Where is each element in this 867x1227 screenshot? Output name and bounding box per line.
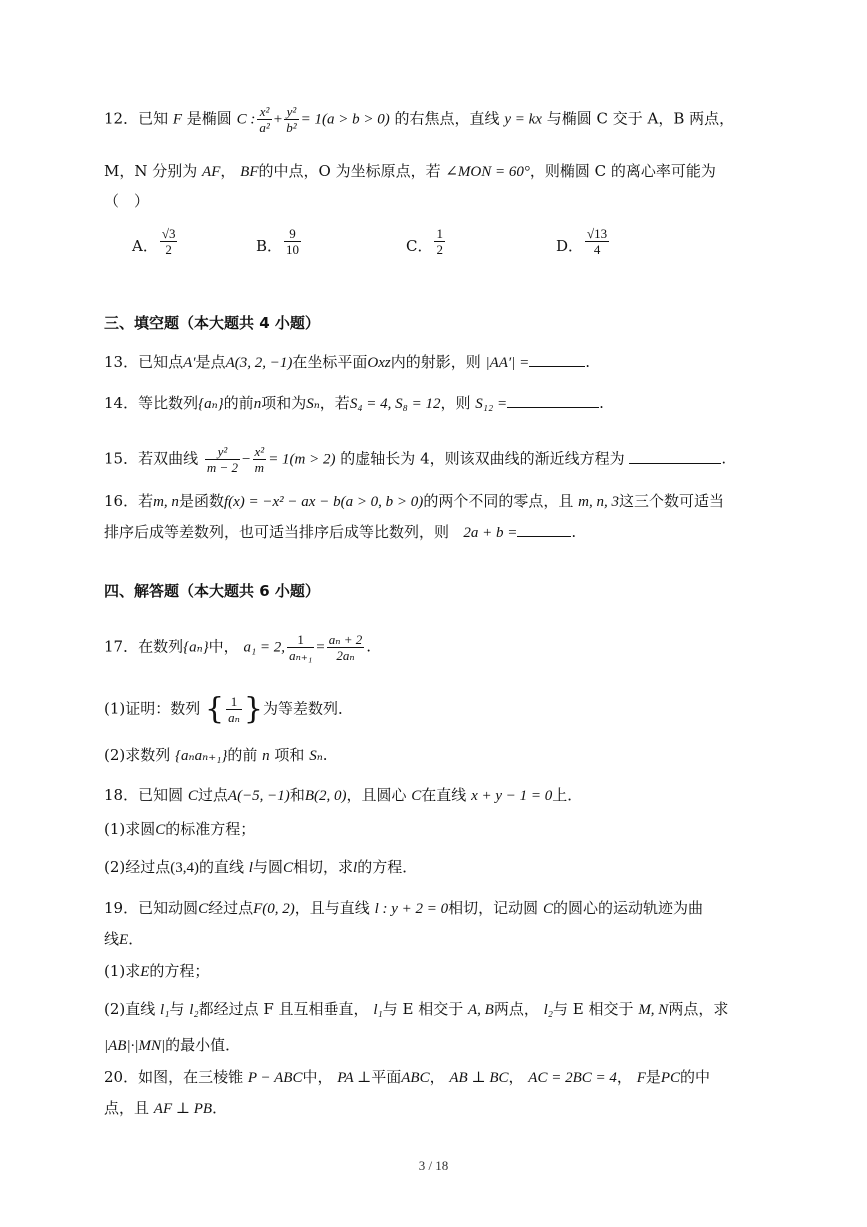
q13-text: 在坐标平面 — [292, 353, 368, 371]
math-line: y = kx — [504, 111, 542, 128]
q20-line-1 — [104, 1066, 710, 1089]
q17-text: (1)证明：数列 — [104, 699, 201, 718]
math-C: C — [542, 901, 553, 917]
math-BF: BF — [240, 164, 259, 180]
math-MN: M, N — [638, 1002, 669, 1018]
q12-text: 12．已知 — [104, 109, 173, 128]
math-Sn: Sₙ — [306, 396, 320, 412]
q19-text: 都经过点 F 且互相垂直， — [198, 1000, 369, 1018]
q12-text: 是椭圆 — [182, 109, 232, 128]
ellipse-label: C : — [236, 111, 256, 128]
math-C: C — [155, 822, 166, 838]
q13-text: 内的射影，则 — [390, 353, 481, 371]
q12-line-1: 12．已知 F 是椭圆 C : $\frac{\text{x²}}{\text{a²}}$ + $\frac{\text{y²}}{\text{b²}}$ = 1(a > b > 0) 的右焦点，直线 y = kx 与椭圆 C 交于 A，B 两点， — [104, 104, 735, 135]
q17-frac-1: $\frac{1}{\text{aₙ₊₁}}$ — [289, 632, 313, 663]
q12-text: M，N 分别为 — [104, 162, 198, 180]
q16-text: 的两个不同的零点，且 — [423, 492, 574, 510]
q20-text: 点，且 — [104, 1099, 150, 1117]
math-n: n — [253, 396, 262, 412]
q14-text: . — [599, 394, 604, 412]
q19-text: (1)求 — [104, 962, 141, 980]
q14-text: ，若 — [319, 394, 350, 412]
q19-text: 相切，记动圆 — [448, 899, 539, 917]
q17-part-1 — [104, 691, 354, 727]
option-value: $\frac{1}{2}$ — [436, 226, 443, 257]
math-point: A(3, 2, −1) — [225, 355, 293, 371]
q16-line-1 — [104, 490, 724, 513]
math-PA: PA ⊥ — [337, 1070, 372, 1086]
q15-text: 的虚轴长为 4，则该双曲线的渐近线方程为 — [340, 449, 625, 468]
q19-text: 的最小值． — [165, 1036, 241, 1054]
hyperbola-frac-x: $\frac{\text{x²}}{m}$ — [254, 444, 265, 475]
q17-text: 中， — [208, 637, 239, 656]
option-b — [256, 226, 303, 257]
math-expr: |AA′| = — [485, 355, 530, 371]
math-cond: S₄ = 4, S₈ = 12 — [349, 396, 441, 412]
answer-blank[interactable] — [629, 449, 721, 464]
q19-text: ，且与直线 — [294, 899, 370, 917]
q19-line-2 — [104, 928, 143, 951]
answer-blank[interactable] — [507, 393, 599, 408]
q13-text: 是点 — [195, 353, 226, 371]
math-AF: AF ⊥ PB — [153, 1101, 213, 1117]
answer-blank[interactable] — [529, 352, 585, 367]
option-value: $\frac{√3}{2}$ — [161, 226, 176, 257]
math-S12: S₁₂ = — [475, 396, 508, 412]
math-F: F — [636, 1070, 646, 1086]
math-seq: {aₙaₙ₊₁} — [175, 748, 228, 764]
q13-text: . — [585, 353, 590, 371]
math-A: A(−5, −1) — [227, 788, 290, 804]
math-line: l : y + 2 = 0 — [374, 901, 449, 917]
q14 — [104, 392, 604, 415]
q18-text: 上． — [552, 786, 583, 804]
math-PC: PC — [660, 1070, 681, 1086]
q18-text: 的标准方程； — [165, 820, 256, 838]
answer-blank[interactable] — [517, 522, 571, 537]
math-l: l — [248, 860, 253, 876]
option-value: $\frac{9}{10}$ — [286, 226, 300, 257]
q12-text: ，则椭圆 C 的离心率可能为 — [529, 162, 716, 180]
q17-text: 为等差数列． — [263, 699, 354, 718]
math-l1: l₁ — [373, 1002, 383, 1018]
math-l1: l₁ — [160, 1002, 170, 1018]
q20-text: 是 — [645, 1068, 661, 1086]
section-4-heading: 四、解答题（本大题共 6 小题） — [104, 582, 320, 600]
q17-text: (2)求数列 — [104, 746, 171, 764]
q18-part-2 — [104, 856, 417, 879]
q17-recip-frac: $\frac{1}{\text{aₙ}}$ — [228, 694, 240, 725]
math-pyramid: P − ABC — [247, 1070, 303, 1086]
math-n: n — [262, 748, 270, 764]
q12-text: 的中点，O 为坐标原点，若 — [258, 162, 441, 180]
math-plane: Oxz — [367, 355, 391, 371]
ellipse-frac-x: $\frac{\text{x²}}{\text{a²}}$ — [259, 104, 270, 135]
option-label: C． — [406, 237, 433, 255]
q18-text: 18．已知圆 — [104, 786, 184, 804]
q15-text: 15．若双曲线 — [104, 449, 199, 468]
q19-text: 19．已知动圆 — [104, 899, 199, 917]
q18-text: (1)求圆 — [104, 820, 156, 838]
q18-text: 在直线 — [421, 786, 467, 804]
q20-text: ， — [616, 1068, 632, 1086]
q19-text: 线 — [104, 930, 120, 948]
q20-line-2 — [104, 1097, 227, 1120]
math-seq: {aₙ} — [183, 639, 209, 656]
math-l2: l₂ — [189, 1002, 199, 1018]
math-E: E — [140, 964, 150, 980]
math-angle: ∠MON = 60° — [445, 164, 530, 180]
math-C: C — [411, 788, 422, 804]
q18-text: 的方程． — [357, 858, 418, 876]
q17-frac-2: $\frac{\text{aₙ + 2}}{\text{2aₙ}}$ — [328, 632, 363, 663]
option-label: A． — [132, 237, 158, 255]
hyperbola-rhs: = 1(m > 2) — [268, 451, 336, 468]
q12-text: ， — [220, 162, 236, 180]
math-function: f(x) = −x² − ax − b(a > 0, b > 0) — [223, 494, 424, 510]
q19-text: 两点， — [493, 1000, 539, 1018]
left-brace: { — [205, 691, 225, 727]
q19-text: 的圆心的运动轨迹为曲 — [552, 899, 703, 917]
q19-text: 的方程； — [149, 962, 210, 980]
q17-text: 项和 — [274, 746, 305, 764]
math-Sn: Sₙ — [309, 748, 323, 764]
section-3-heading: 三、填空题（本大题共 4 小题） — [104, 314, 320, 332]
math-l: l — [353, 860, 358, 876]
math-eq: = — [316, 639, 325, 656]
math-AC: AC = 2BC = 4 — [528, 1070, 617, 1086]
q20-text: ， — [429, 1068, 445, 1086]
option-label: B． — [256, 237, 283, 255]
q19-text: 与 E 相交于 — [382, 1000, 464, 1018]
q14-text: 的前 — [223, 394, 254, 412]
option-a — [132, 226, 179, 257]
math-AB: A, B — [468, 1002, 494, 1018]
q19-text: 经过点 — [208, 899, 254, 917]
q18-text: ，且圆心 — [346, 786, 407, 804]
q18-text: (2)经过点 — [104, 858, 171, 876]
math-mn3: m, n, 3 — [578, 494, 619, 510]
math-seq: {aₙ} — [198, 396, 224, 412]
q17-text: 17．在数列 — [104, 637, 184, 656]
q16-text: . — [571, 523, 577, 541]
q20-text: 平面 — [371, 1068, 402, 1086]
math-ABC: ABC — [401, 1070, 430, 1086]
math-F: F(0, 2) — [253, 901, 295, 917]
q20-text: ． — [212, 1099, 228, 1117]
math-expr: 2a + b = — [463, 525, 518, 541]
math-expr: |AB|·|MN| — [104, 1038, 166, 1054]
q17 — [104, 632, 371, 663]
q17-text: 的前 — [227, 746, 258, 764]
q16-text: 这三个数可适当 — [618, 492, 724, 510]
q20-text: 20．如图，在三棱锥 — [104, 1068, 244, 1086]
math-C: C — [282, 860, 293, 876]
q17-part-2 — [104, 744, 328, 767]
option-label: D． — [556, 237, 584, 255]
q16-text: 是函数 — [178, 492, 224, 510]
page-number: 3 / 18 — [418, 1158, 449, 1173]
math-E: E — [119, 932, 129, 948]
q16-text: 16．若 — [104, 492, 154, 510]
math-AB: AB ⊥ BC — [449, 1070, 509, 1086]
option-d — [556, 226, 611, 257]
math-Ap: A′ — [183, 355, 196, 371]
q19-text: 与 — [169, 1000, 185, 1018]
q12-text: 与椭圆 C 交于 A，B 两点， — [546, 109, 735, 128]
math-l2: l₂ — [543, 1002, 554, 1018]
q18-text: 和 — [289, 786, 305, 804]
q14-text: 项和为 — [261, 394, 307, 412]
ellipse-rhs: = 1(a > b > 0) — [300, 111, 390, 128]
q16-line-2 — [104, 521, 576, 544]
ellipse-frac-y: $\frac{\text{y²}}{\text{b²}}$ — [286, 104, 297, 135]
hyperbola-frac-y: $\frac{\text{y²}}{m - 2}$ — [206, 444, 239, 475]
math-B: B(2, 0) — [304, 788, 347, 804]
math-C: C — [198, 901, 209, 917]
option-c — [406, 226, 447, 257]
q18-text: 过点 — [197, 786, 228, 804]
q17-text: . — [366, 637, 372, 656]
math-mn: m, n — [153, 494, 179, 510]
math-given: a₁ = 2, — [243, 639, 286, 656]
q12-line-2 — [104, 160, 716, 183]
right-brace: } — [243, 691, 263, 727]
q12-text: 的右焦点，直线 — [394, 109, 500, 128]
q16-text: 排序后成等差数列，也可适当排序后成等比数列，则 — [104, 523, 450, 541]
q19-part-1 — [104, 960, 209, 983]
q18-text: 相切，求 — [293, 858, 354, 876]
q15-text: . — [721, 449, 727, 468]
q18-text: 与圆 — [252, 858, 283, 876]
q13-text: 13．已知点 — [104, 353, 184, 371]
math-F: F — [172, 111, 183, 128]
q20-text: 中， — [302, 1068, 333, 1086]
q18-text: 的直线 — [199, 858, 245, 876]
q19-part-2-cont — [104, 1034, 240, 1057]
math-point: (3,4) — [170, 860, 199, 876]
q20-text: ， — [508, 1068, 524, 1086]
q19-line-1 — [104, 897, 703, 920]
option-value: $\frac{√13}{4}$ — [587, 226, 608, 257]
q18 — [104, 784, 582, 807]
q12-answer-paren: （ ） — [104, 192, 150, 210]
q19-text: 两点，求 — [668, 1000, 729, 1018]
q19-text: ． — [128, 930, 144, 948]
q19-part-2 — [104, 998, 728, 1021]
q17-text: . — [322, 746, 328, 764]
math-AF: AF — [202, 164, 221, 180]
q14-text: ，则 — [440, 394, 471, 412]
q15: 15．若双曲线 $\frac{\text{y²}}{m - 2}$ − $\frac{\text{x²}}{m}$ = 1(m > 2) 的虚轴长为 4，则该双曲线的渐近线方程为 . — [104, 444, 727, 475]
q19-text: (2)直线 — [104, 1000, 156, 1018]
q19-text: 与 E 相交于 — [553, 1000, 634, 1018]
q14-text: 14．等比数列 — [104, 394, 199, 412]
q20-text: 的中 — [680, 1068, 711, 1086]
q18-part-1 — [104, 818, 255, 841]
math-line: x + y − 1 = 0 — [471, 788, 553, 804]
q13 — [104, 351, 590, 374]
math-C: C — [187, 788, 198, 804]
